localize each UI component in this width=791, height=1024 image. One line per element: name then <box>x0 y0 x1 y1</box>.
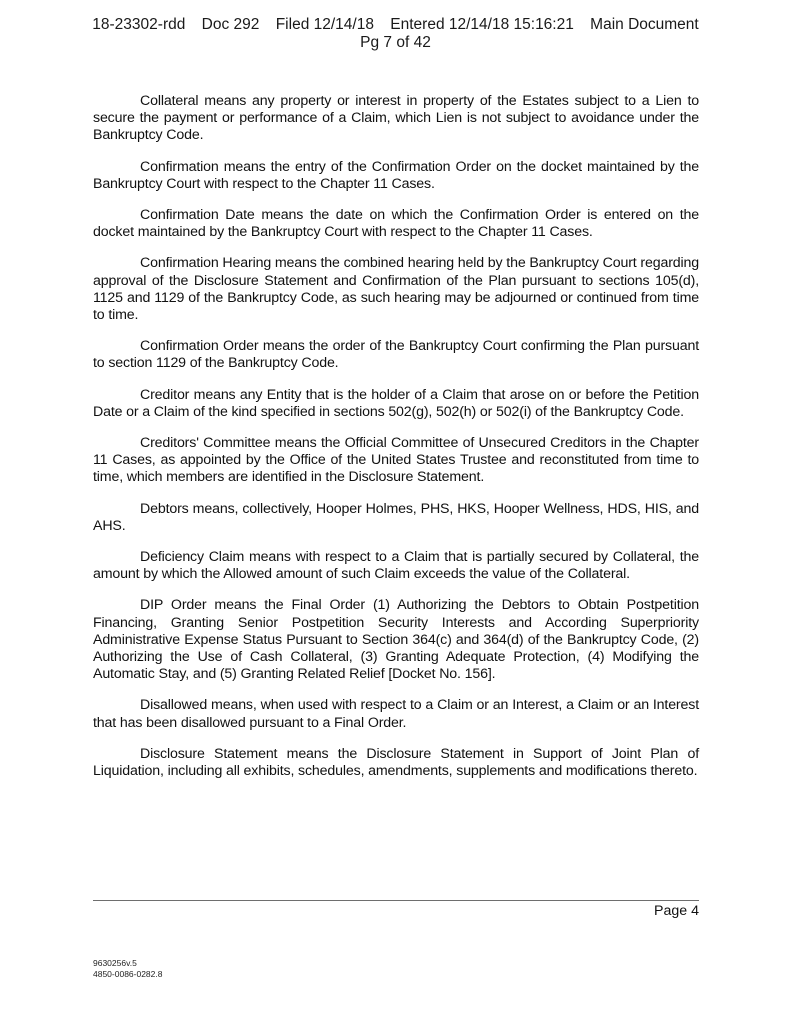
definition-creditor: Creditor means any Entity that is the holder of a Claim that arose on or before the Petition Date or a Claim of the kind specified in sections 502(g), 502(h) or 502(i) of the Bankruptcy Code. <box>93 386 699 420</box>
definition-confirmation: Confirmation means the entry of the Confirmation Order on the docket maintained by the Bankruptcy Court with respect to the Chapter 11 Cases. <box>93 158 699 192</box>
case-number: 18-23302-rdd <box>92 16 186 33</box>
doc-id-primary: 9630256v.5 <box>93 958 137 968</box>
definition-confirmation-date: Confirmation Date means the date on which the Confirmation Order is entered on the docket maintained by the Bankruptcy Court with respect to the Chapter 11 Cases. <box>93 207 699 241</box>
document-identifiers <box>93 958 162 980</box>
definition-disclosure-statement: Disclosure Statement means the Disclosure Statement in Support of Joint Plan of Liquidation, including all exhibits, schedules, amendments, supplements and modifications thereto. <box>93 745 699 780</box>
footer-divider <box>93 900 699 901</box>
definition-dip-order: DIP Order means the Final Order (1) Authorizing the Debtors to Obtain Postpetition Financing, Granting Senior Postpetition Security Interests and According Superpriority Administrative Expense Status Pursuant to Section 364(c) and 364(d) of the Bankruptcy Code, (2) Authorizing the Use of Cash Collateral, (3) Granting Adequate Protection, (4) Modifying the Automatic Stay, and (5) Granting Related Relief [Docket No. 156]. <box>93 597 699 683</box>
main-document-label: Main Document <box>590 16 699 33</box>
page-number: Page 4 <box>654 903 699 919</box>
definition-confirmation-order: Confirmation Order means the order of the Bankruptcy Court confirming the Plan pursuant to section 1129 of the Bankruptcy Code. <box>93 338 699 372</box>
filing-stamp-line <box>0 16 791 34</box>
court-filing-header <box>0 16 791 52</box>
definition-confirmation-hearing: Confirmation Hearing means the combined hearing held by the Bankruptcy Court regarding approval of the Disclosure Statement and Confirmation of the Plan pursuant to sections 105(d), 1125 and 1129 of the Bankruptcy Code, as such hearing may be adjourned or continued from time to time. <box>93 255 699 324</box>
definition-collateral: Collateral means any property or interest in property of the Estates subject to a Lien to secure the payment or performance of a Claim, which Lien is not subject to avoidance under the Bankruptcy Code. <box>93 93 699 144</box>
doc-number: Doc 292 <box>201 16 260 33</box>
definitions-list <box>93 93 699 794</box>
definition-debtors: Debtors means, collectively, Hooper Holmes, PHS, HKS, Hooper Wellness, HDS, HIS, and AHS. <box>93 500 699 534</box>
filed-date: Filed 12/14/18 <box>275 16 374 33</box>
definition-deficiency-claim: Deficiency Claim means with respect to a Claim that is partially secured by Collateral, the amount by which the Allowed amount of such Claim exceeds the value of the Collateral. <box>93 549 699 583</box>
entered-date: Entered 12/14/18 15:16:21 <box>390 16 574 33</box>
doc-id-secondary: 4850-0086-0282.8 <box>93 969 163 979</box>
definition-disallowed: Disallowed means, when used with respect to a Claim or an Interest, a Claim or an Interest that has been disallowed pursuant to a Final Order. <box>93 697 699 731</box>
page-of-count: Pg 7 of 42 <box>360 34 431 51</box>
definition-creditors-committee: Creditors' Committee means the Official Committee of Unsecured Creditors in the Chapter 11 Cases, as appointed by the Office of the United States Trustee and reconstituted from time to time, which members are identified in the Disclosure Statement. <box>93 435 699 486</box>
